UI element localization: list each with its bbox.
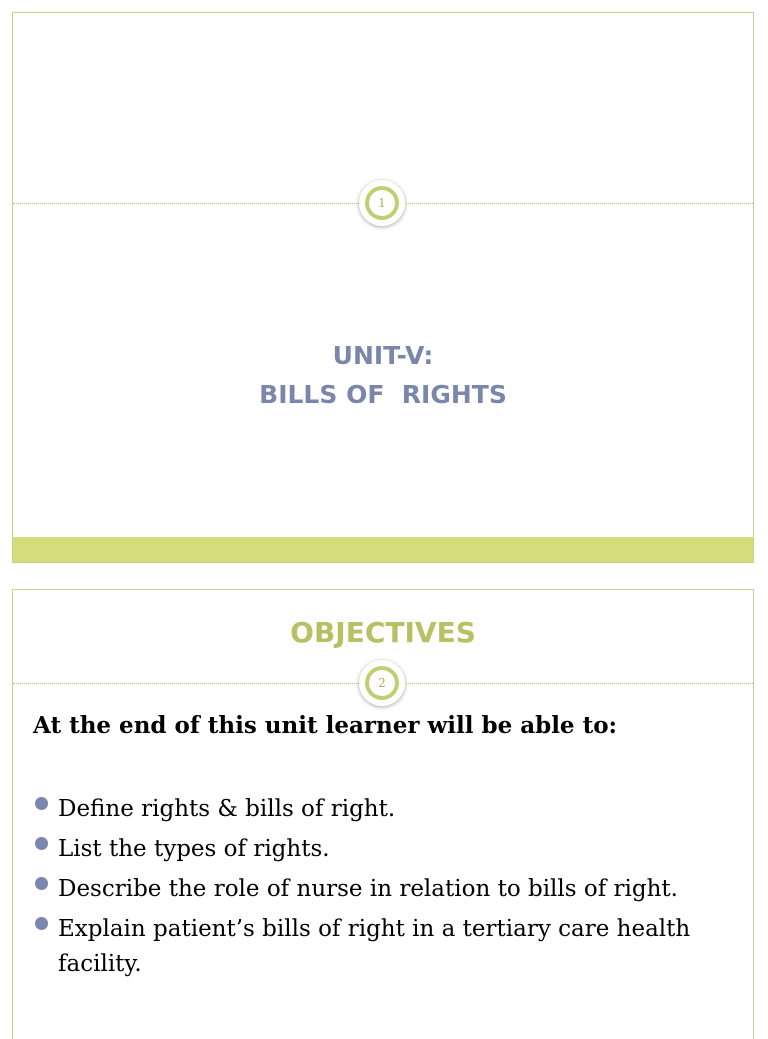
title-line-2: BILLS OF RIGHTS (259, 380, 507, 409)
page-number-badge (359, 180, 405, 226)
list-item-text: Define rights & bills of right. (58, 796, 396, 822)
list-item-text: List the types of rights. (58, 836, 330, 862)
bullet-dot-icon (35, 797, 48, 810)
list-item-text: Describe the role of nurse in relation to bills of right. (58, 876, 678, 902)
bullet-dot-icon (35, 837, 48, 850)
page-number: 2 (369, 670, 395, 696)
objectives-list (33, 792, 733, 987)
list-item (33, 832, 733, 867)
slide-1 (12, 12, 754, 563)
page-number-badge (359, 660, 405, 706)
title-line-1: UNIT-V: (332, 341, 434, 370)
objectives-heading: OBJECTIVES (290, 616, 476, 649)
bullet-dot-icon (35, 877, 48, 890)
list-item-text: Explain patient’s bills of right in a tertiary care health facility. (58, 916, 691, 977)
bullet-dot-icon (35, 917, 48, 930)
list-item (33, 872, 733, 907)
list-item (33, 912, 733, 982)
objectives-intro: At the end of this unit learner will be able to: (33, 712, 618, 739)
slide-title (13, 336, 753, 414)
page-number: 1 (369, 190, 395, 216)
slide-2 (12, 589, 754, 1039)
footer-accent-bar (13, 537, 753, 562)
list-item (33, 792, 733, 827)
